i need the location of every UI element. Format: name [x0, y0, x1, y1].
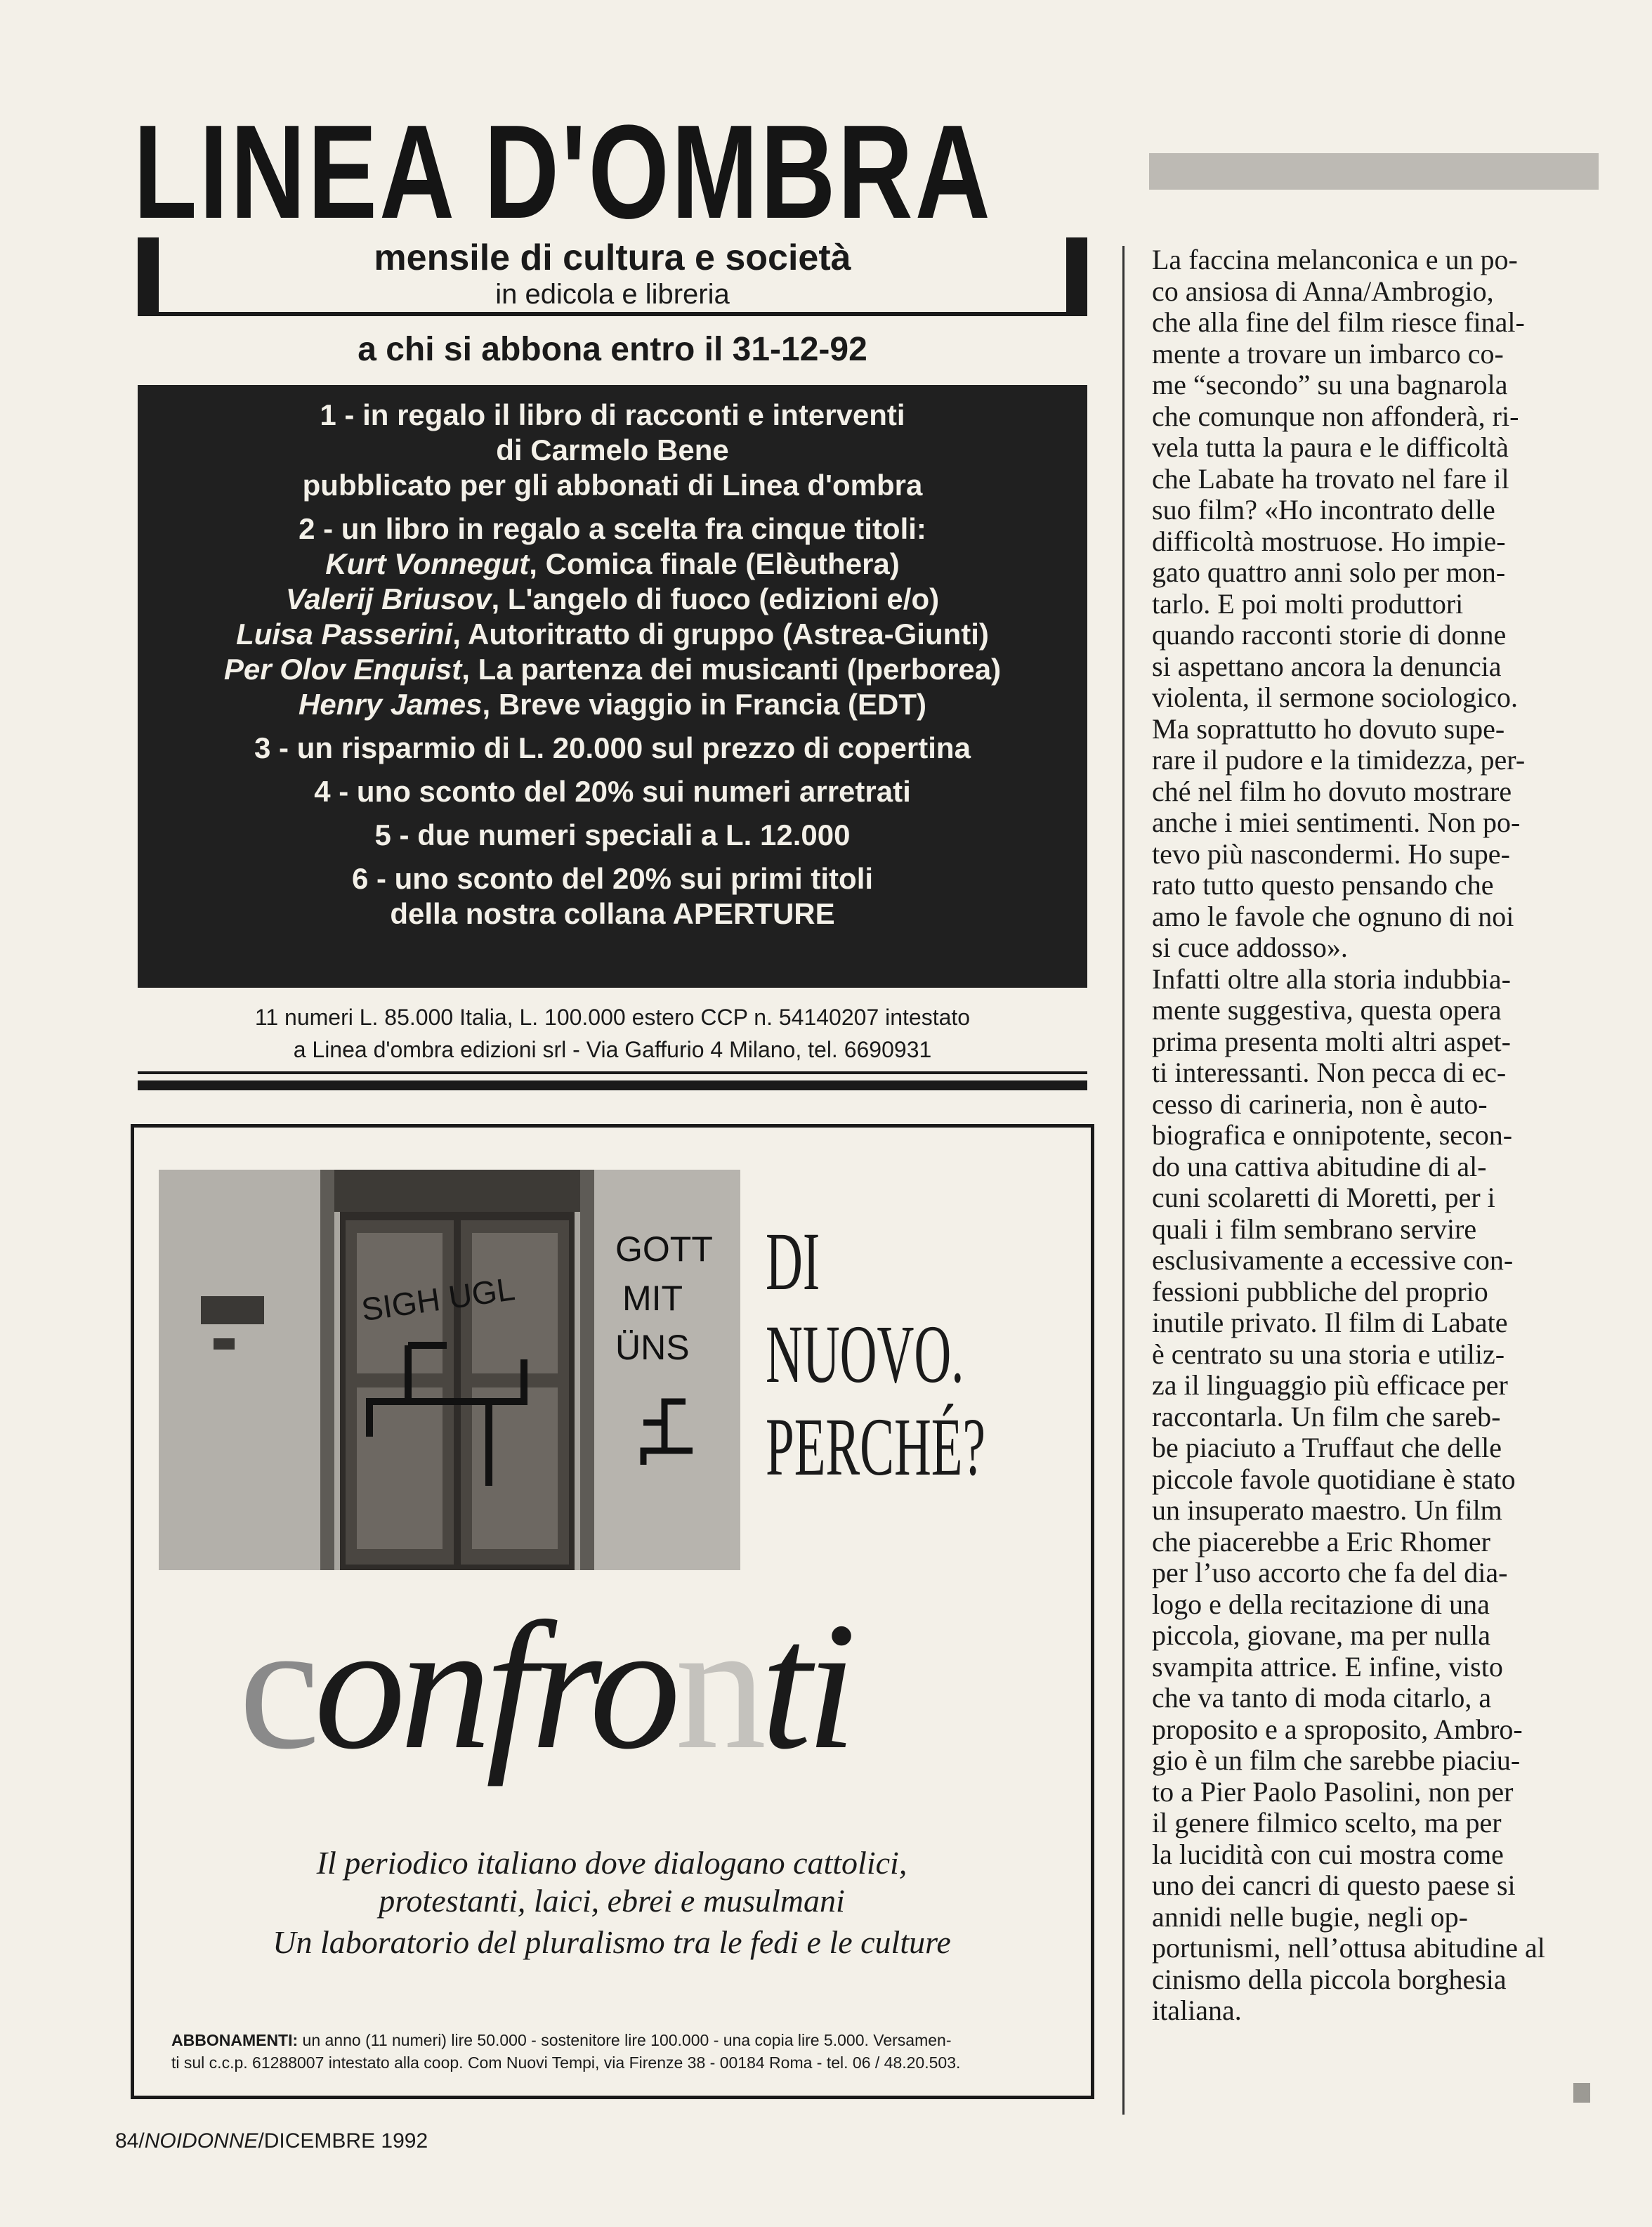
- article-line: amo le favole che ognuno di noi: [1152, 900, 1514, 932]
- graffiti-text: GOTT: [615, 1229, 713, 1269]
- article-line: esclusivamente a eccessive con-: [1152, 1244, 1514, 1276]
- article-line: la lucidità con cui mostra come: [1152, 1838, 1504, 1870]
- graffiti-text: ÜNS: [615, 1328, 690, 1367]
- article-line: rato tutto questo pensando che: [1152, 869, 1494, 901]
- logo-part: c: [239, 1585, 315, 1787]
- subscription-text: ti sul c.c.p. 61288007 intestato alla coop. Com Nuovi Tempi, via Firenze 38 - 00184 Roma - tel. 06 / 48.20.503.: [171, 2053, 961, 2072]
- article-line: cesso di carineria, non è auto-: [1152, 1088, 1488, 1120]
- logo-part: n: [675, 1585, 761, 1787]
- linea-ad-distribution: in edicola e libreria: [495, 279, 730, 310]
- article-end-mark: [1573, 2083, 1590, 2103]
- article-line: uno dei cancri di questo paese si: [1152, 1869, 1516, 1901]
- article-line: co ansiosa di Anna/Ambrogio,: [1152, 275, 1494, 307]
- article-line: za il linguaggio più efficace per: [1152, 1369, 1508, 1401]
- article-line: ché nel film ho dovuto mostrare: [1152, 775, 1512, 807]
- linea-ad-subtitle: mensile di cultura e società: [374, 237, 851, 278]
- article-column: [1152, 244, 1591, 2027]
- offer6-line: della nostra collana APERTURE: [390, 897, 835, 930]
- article-line: un insuperato maestro. Un film: [1152, 1494, 1502, 1526]
- logo-part: onfro: [314, 1585, 676, 1787]
- offer1-line: di Carmelo Bene: [496, 433, 729, 466]
- confronti-tagline-2: Un laboratorio del pluralismo tra le fedi e le culture: [273, 1924, 951, 1960]
- book-author: Per Olov Enquist: [223, 653, 462, 686]
- article-line: che piacerebbe a Eric Rhomer: [1152, 1525, 1490, 1557]
- article-line: suo film? «Ho incontrato delle: [1152, 494, 1495, 525]
- article-line: che Labate ha trovato nel fare il: [1152, 462, 1509, 495]
- linea-ad-footer-line: a Linea d'ombra edizioni srl - Via Gaffurio 4 Milano, tel. 6690931: [293, 1037, 932, 1062]
- door-photo-drawing: [159, 1170, 740, 1570]
- book-item: [138, 617, 1087, 652]
- article-line: logo e della recitazione di una: [1152, 1588, 1490, 1620]
- book-author: Kurt Vonnegut: [325, 547, 530, 580]
- article-line: gato quattro anni solo per mon-: [1152, 556, 1506, 588]
- linea-ad-subtitle-box: [138, 237, 1087, 316]
- article-line: piccole favole quotidiane è stato: [1152, 1463, 1516, 1495]
- subscription-text: un anno (11 numeri) lire 50.000 - sostenitore lire 100.000 - una copia lire 5.000. Versamen-: [298, 2031, 952, 2049]
- article-line: tevo più nascondermi. Ho supe-: [1152, 837, 1510, 870]
- article-line: quali i film sembrano servire: [1152, 1213, 1477, 1245]
- article-line: Infatti oltre alla storia indubbia-: [1152, 962, 1511, 995]
- article-line: cuni scolaretti di Moretti, per i: [1152, 1182, 1495, 1213]
- book-title: , La partenza dei musicanti (Iperborea): [461, 653, 1002, 686]
- article-line: biografica e onnipotente, secon-: [1152, 1119, 1513, 1151]
- confronti-logo: [239, 1585, 1011, 1787]
- book-author: Henry James: [299, 688, 483, 721]
- article-line: to a Pier Paolo Pasolini, non per: [1152, 1775, 1514, 1808]
- book-title: , Autoritratto di gruppo (Astrea-Giunti): [452, 618, 989, 651]
- confronti-headline: [766, 1215, 985, 1494]
- article-line: per l’uso accorto che fa del dia-: [1152, 1557, 1508, 1588]
- article-line: anche i miei sentimenti. Non po-: [1152, 806, 1521, 838]
- article-line: si cuce addosso».: [1152, 932, 1348, 963]
- linea-ad-deadline: a chi si abbona entro il 31-12-92: [358, 331, 867, 368]
- graffiti-door-photo: [159, 1170, 740, 1570]
- article-line: mente a trovare un imbarco co-: [1152, 337, 1504, 370]
- linea-ad-title: LINEA D'OMBRA: [133, 98, 992, 247]
- article-line: violenta, il sermone sociologico.: [1152, 681, 1518, 713]
- article-line: difficoltà mostruose. Ho impie-: [1152, 525, 1506, 557]
- article-line: gio è un film che sarebbe piaciu-: [1152, 1744, 1521, 1776]
- article-line: piccola, giovane, ma per nulla: [1152, 1619, 1491, 1651]
- article-line: rare il pudore e la timidezza, per-: [1152, 744, 1526, 776]
- article-line: portunismi, nell’ottusa abitudine al: [1152, 1932, 1545, 1964]
- article-line: Ma soprattutto ho dovuto supe-: [1152, 712, 1505, 745]
- book-author: Valerij Briusov: [285, 582, 492, 615]
- offer4-line: 4 - uno sconto del 20% sui numeri arretrati: [314, 775, 911, 808]
- article-line: svampita attrice. E infine, visto: [1152, 1650, 1503, 1683]
- graffiti-text: SIGH UGL: [359, 1270, 518, 1328]
- book-item: [138, 652, 1087, 687]
- book-item: [138, 582, 1087, 617]
- offer1-line: pubblicato per gli abbonati di Linea d'ombra: [302, 469, 923, 502]
- article-line: prima presenta molti altri aspet-: [1152, 1025, 1511, 1057]
- confronti-subscription-info: [171, 2029, 1070, 2074]
- headline-line: PERCHÉ?: [766, 1401, 985, 1493]
- article-line: si aspettano ancora la denuncia: [1152, 650, 1502, 682]
- article-line: raccontarla. Un film che sareb-: [1152, 1400, 1501, 1432]
- book-item: [138, 687, 1087, 722]
- subscription-label: ABBONAMENTI:: [171, 2031, 299, 2049]
- column-header-bar: [1149, 153, 1599, 190]
- article-line: tarlo. E poi molti produttori: [1152, 587, 1464, 620]
- article-line: è centrato su una storia e utiliz-: [1152, 1338, 1505, 1370]
- article-line: che comunque non affonderà, ri-: [1152, 400, 1519, 432]
- article-line: me “secondo” su una bagnarola: [1152, 369, 1508, 400]
- article-line: italiana.: [1152, 1994, 1242, 2026]
- divider-rule: [138, 1071, 1087, 1074]
- article-line: fessioni pubbliche del proprio: [1152, 1275, 1488, 1307]
- confronti-tagline: [159, 1844, 1065, 1920]
- article-line: cinismo della piccola borghesia: [1152, 1963, 1507, 1995]
- article-line: proposito e a sproposito, Ambro-: [1152, 1713, 1523, 1745]
- page-footer: [115, 2129, 428, 2154]
- offer1-line: 1 - in regalo il libro di racconti e interventi: [320, 398, 905, 431]
- tagline-line: protestanti, laici, ebrei e musulmani: [379, 1883, 845, 1919]
- linea-ad-footer-line: 11 numeri L. 85.000 Italia, L. 100.000 estero CCP n. 54140207 intestato: [254, 1005, 971, 1030]
- article-line: La faccina melanconica e un po-: [1152, 244, 1518, 275]
- tagline-line: Il periodico italiano dove dialogano cattolici,: [316, 1845, 907, 1881]
- headline-line: DI: [766, 1215, 820, 1307]
- graffiti-text: MIT: [622, 1279, 683, 1318]
- linea-ad-subscription-info: [138, 1001, 1087, 1066]
- article-line: inutile privato. Il film di Labate: [1152, 1307, 1508, 1338]
- headline-line: NUOVO.: [766, 1308, 964, 1400]
- book-title: , L'angelo di fuoco (edizioni e/o): [491, 582, 940, 615]
- offer2-intro: 2 - un libro in regalo a scelta fra cinque titoli:: [299, 512, 926, 545]
- logo-part: ti: [761, 1585, 851, 1787]
- book-author: Luisa Passerini: [236, 618, 453, 651]
- article-line: vela tutta la paura e le difficoltà: [1152, 431, 1509, 463]
- article-line: annidi nelle bugie, negli op-: [1152, 1900, 1468, 1933]
- offer6-line: 6 - uno sconto del 20% sui primi titoli: [351, 862, 874, 895]
- divider-rule-thick: [138, 1080, 1087, 1090]
- linea-ad-offers-box: [138, 385, 1087, 988]
- article-line: mente suggestiva, questa opera: [1152, 994, 1502, 1026]
- magazine-name: NOIDONNE: [144, 2129, 258, 2153]
- article-line: che alla fine del film riesce final-: [1152, 306, 1525, 338]
- article-line: il genere filmico scelto, ma per: [1152, 1807, 1502, 1839]
- article-line: che va tanto di moda citarlo, a: [1152, 1682, 1492, 1713]
- article-line: do una cattiva abitudine di al-: [1152, 1150, 1487, 1182]
- book-title: , Breve viaggio in Francia (EDT): [482, 688, 926, 721]
- book-item: [138, 547, 1087, 582]
- offer3-line: 3 - un risparmio di L. 20.000 sul prezzo di copertina: [254, 731, 971, 764]
- page-number: 84/: [115, 2129, 145, 2153]
- column-divider: [1122, 246, 1125, 2115]
- article-line: be piaciuto a Truffaut che delle: [1152, 1432, 1502, 1463]
- issue-date: /DICEMBRE 1992: [258, 2129, 428, 2153]
- article-line: quando racconti storie di donne: [1152, 619, 1507, 651]
- book-title: , Comica finale (Elèuthera): [529, 547, 900, 580]
- article-line: ti interessanti. Non pecca di ec-: [1152, 1057, 1507, 1088]
- offer5-line: 5 - due numeri speciali a L. 12.000: [374, 818, 851, 851]
